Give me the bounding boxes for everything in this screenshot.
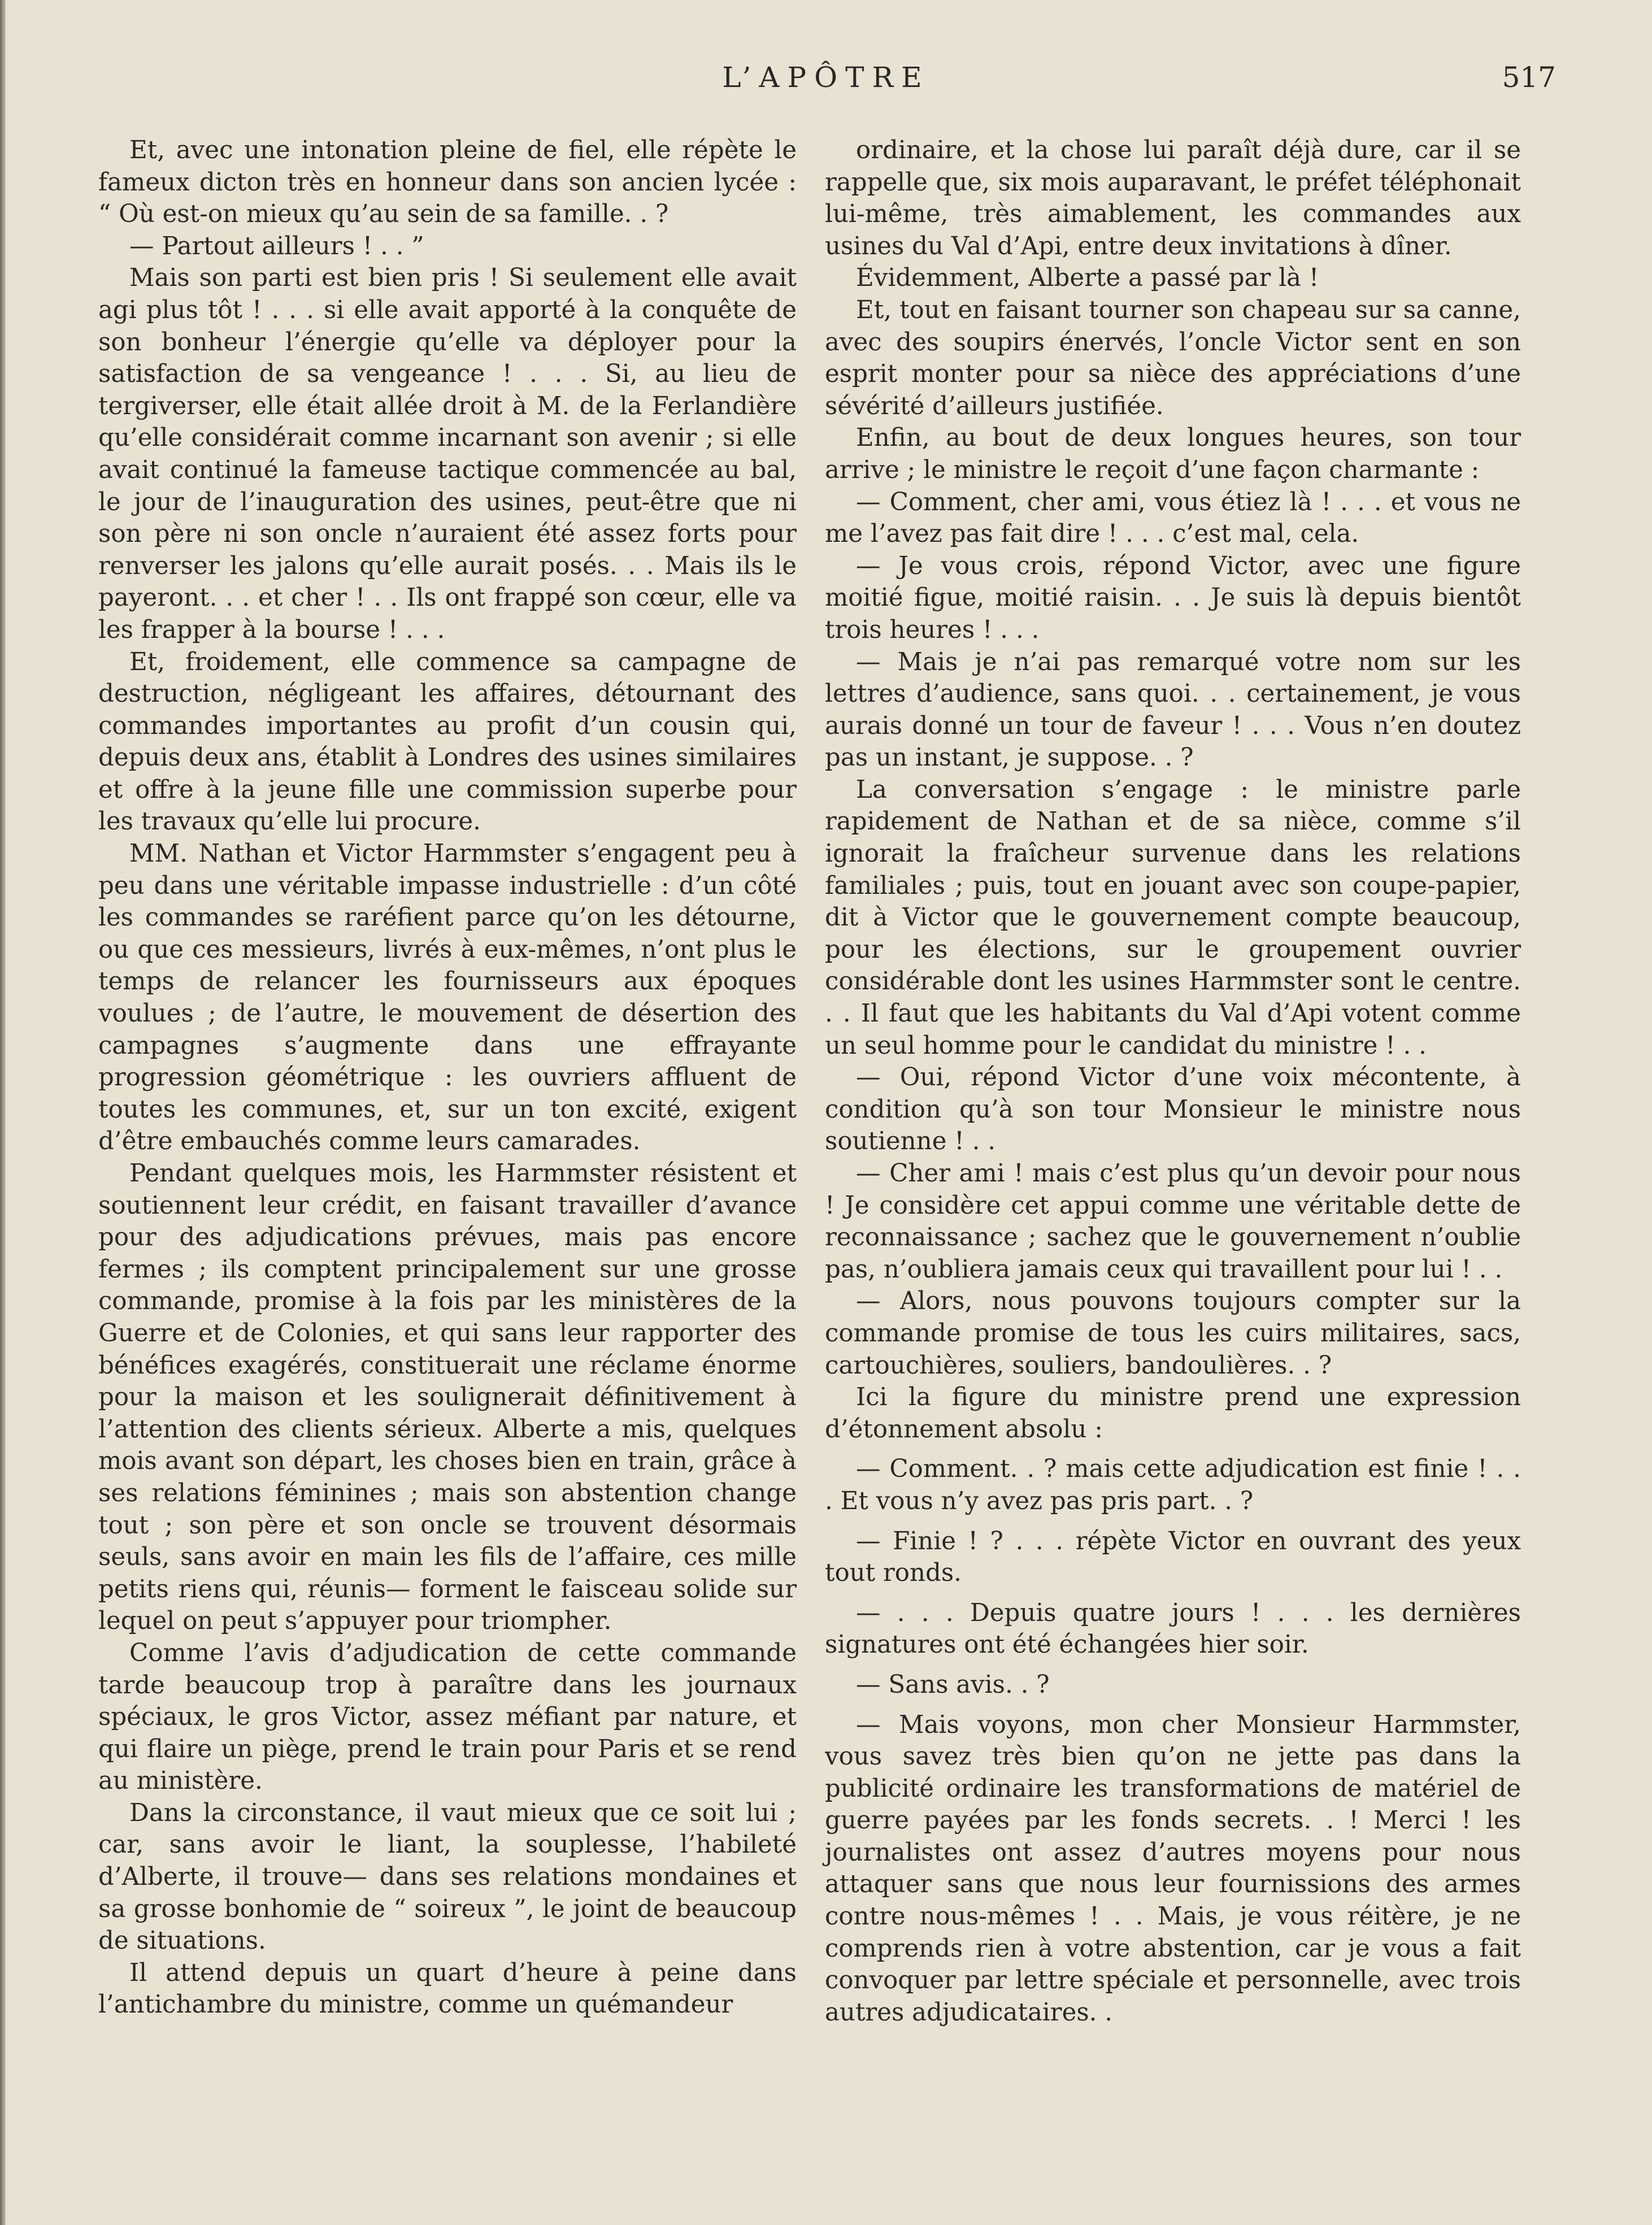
paragraph: MM. Nathan et Victor Harmmster s’engagent peu à peu dans une véritable impasse industrielle : d’un côté les commandes se raréfient parce qu’on les détourne, ou que ces messieurs, livrés à eux-mêmes, n’ont plus le temps de relancer les fournisseurs aux époques voulues ; de l’autre, le mouvement de désertion des campagnes s’augmente dans une effrayante progression géométrique : les ouvriers affluent de toutes les communes, et, sur un ton excité, exigent d’être embauchés comme leurs camarades. bbox=[98, 840, 797, 1156]
paragraph: La conversation s’engage : le ministre parle rapidement de Nathan et de sa nièce, comme s’il ignorait la fraîcheur survenue dans les relations familiales ; puis, tout en jouant avec son coupe-papier, dit à Victor que le gouvernement compte beaucoup, pour les élections, sur le groupement ouvrier considérable dont les usines Harmmster sont le centre. . . Il faut que les habitants du Val d’Api votent comme un seul homme pour le candidat du ministre ! . . bbox=[825, 775, 1521, 1060]
paragraph: Et, tout en faisant tourner son chapeau sur sa canne, avec des soupirs énervés, l’oncle Victor sent en son esprit monter pour sa nièce des appréciations d’une sévérité d’ailleurs justifiée. bbox=[825, 295, 1521, 420]
paragraph: — Partout ailleurs ! . . ” bbox=[129, 232, 424, 260]
paragraph: Comme l’avis d’adjudication de cette commande tarde beaucoup trop à paraître dans les journaux spéciaux, le gros Victor, assez méfiant par nature, et qui flaire un piège, prend le train pour Paris et se rend au ministère. bbox=[98, 1639, 797, 1796]
paragraph: Et, avec une intonation pleine de fiel, elle répète le fameux dicton très en honneur dans son ancien lycée : “ Où est-on mieux qu’au sein de sa famille. . ? bbox=[98, 136, 797, 229]
paragraph: — Comment. . ? mais cette adjudication est finie ! . . . Et vous n’y avez pas pris part. . ? bbox=[825, 1455, 1521, 1515]
paragraph: — Sans avis. . ? bbox=[856, 1670, 1050, 1699]
page-header bbox=[96, 61, 1556, 106]
paragraph: — Finie ! ? . . . répète Victor en ouvrant des yeux tout ronds. bbox=[825, 1527, 1521, 1588]
paragraph: Et, froidement, elle commence sa campagne de destruction, négligeant les affaires, détournant des commandes importantes au profit d’un cousin qui, depuis deux ans, établit à Londres des usines similaires et offre à la jeune fille une commission superbe pour les travaux qu’elle lui procure. bbox=[98, 647, 797, 836]
paragraph: — Je vous crois, répond Victor, avec une figure moitié figue, moitié raisin. . . Je suis là depuis bientôt trois heures ! . . . bbox=[825, 551, 1521, 644]
paragraph: — Mais je n’ai pas remarqué votre nom sur les lettres d’audience, sans quoi. . . certainement, je vous aurais donné un tour de faveur ! . . . Vous n’en doutez pas un instant, je suppose. . ? bbox=[825, 647, 1521, 772]
right-column bbox=[825, 134, 1521, 2028]
paragraph: Évidemment, Alberte a passé par là ! bbox=[856, 264, 1319, 293]
paragraph: — Cher ami ! mais c’est plus qu’un devoir pour nous ! Je considère cet appui comme une véritable dette de reconnaissance ; sachez que le gouvernement n’oublie pas, n’oubliera jamais ceux qui travaillent pour lui ! . . bbox=[825, 1159, 1521, 1284]
left-column bbox=[98, 134, 797, 2021]
paragraph: Dans la circonstance, il vaut mieux que ce soit lui ; car, sans avoir le liant, la souplesse, l’habileté d’Alberte, il trouve— dans ses relations mondaines et sa grosse bonhomie de “ soireux ”, le joint de beaucoup de situations. bbox=[98, 1798, 797, 1955]
paragraph: — . . . Depuis quatre jours ! . . . les dernières signatures ont été échangées hier soir. bbox=[825, 1598, 1521, 1659]
page-binding-edge bbox=[0, 0, 6, 2225]
paragraph: — Alors, nous pouvons toujours compter sur la commande promise de tous les cuirs militaires, sacs, cartouchières, souliers, bandoulières. . ? bbox=[825, 1287, 1521, 1380]
paragraph: Enfin, au bout de deux longues heures, son tour arrive ; le ministre le reçoit d’une façon charmante : bbox=[825, 424, 1521, 484]
paragraph: — Mais voyons, mon cher Monsieur Harmmster, vous savez très bien qu’on ne jette pas dans la publicité ordinaire les transformations de matériel de guerre payées par les fonds secrets. . ! Merci ! les journalistes ont assez d’autres moyens pour nous attaquer sans que nous leur fournissions des armes contre nous-mêmes ! . . Mais, je vous réitère, je ne comprends rien à votre abstention, car je vous a fait convoquer par lettre spéciale et personnelle, avec trois autres adjudicataires. . bbox=[825, 1710, 1521, 2027]
paragraph: Ici la figure du ministre prend une expression d’étonnement absolu : bbox=[825, 1383, 1521, 1444]
page-number: 517 bbox=[1502, 61, 1556, 94]
paragraph: ordinaire, et la chose lui paraît déjà dure, car il se rappelle que, six mois auparavant, le préfet téléphonait lui-même, très aimablement, les commandes aux usines du Val d’Api, entre deux invitations à dîner. bbox=[825, 136, 1521, 260]
paragraph: Mais son parti est bien pris ! Si seulement elle avait agi plus tôt ! . . . si elle avait apporté à la conquête de son bonheur l’énergie qu’elle va déployer pour la satisfaction de sa vengeance ! . . . Si, au lieu de tergiverser, elle était allée droit à M. de la Ferlandière qu’elle considérait comme incarnant son avenir ; si elle avait continué la fameuse tactique commencée au bal, le jour de l’inauguration des usines, peut-être que ni son père ni son oncle n’auraient été assez forts pour renverser les jalons qu’elle aurait posés. . . Mais ils le payeront. . . et cher ! . . Ils ont frappé son cœur, elle va les frapper à la bourse ! . . . bbox=[98, 264, 797, 644]
paragraph: Pendant quelques mois, les Harmmster résistent et soutiennent leur crédit, en faisant travailler d’avance pour des adjudications prévues, mais pas encore fermes ; ils comptent principalement sur une grosse commande, promise à la fois par les ministères de la Guerre et de Colonies, et qui sans leur rapporter des bénéfices exagérés, constituerait une réclame énorme pour la maison et les soulignerait définitivement à l’attention des clients sérieux. Alberte a mis, quelques mois avant son départ, les choses bien en train, grâce à ses relations féminines ; mais son abstention change tout ; son père et son oncle se trouvent désormais seuls, sans avoir en main les fils de l’affaire, ces mille petits riens qui, réunis— forment le faisceau solide sur lequel on peut s’appuyer pour triompher. bbox=[98, 1159, 797, 1636]
paragraph: Il attend depuis un quart d’heure à peine dans l’antichambre du ministre, comme un quémandeur bbox=[98, 1958, 797, 2019]
running-title: L’APÔTRE bbox=[722, 61, 930, 94]
paragraph: — Comment, cher ami, vous étiez là ! . . . et vous ne me l’avez pas fait dire ! . . . c’est mal, cela. bbox=[825, 488, 1521, 549]
paragraph: — Oui, répond Victor d’une voix mécontente, à condition qu’à son tour Monsieur le ministre nous soutienne ! . . bbox=[825, 1063, 1521, 1156]
